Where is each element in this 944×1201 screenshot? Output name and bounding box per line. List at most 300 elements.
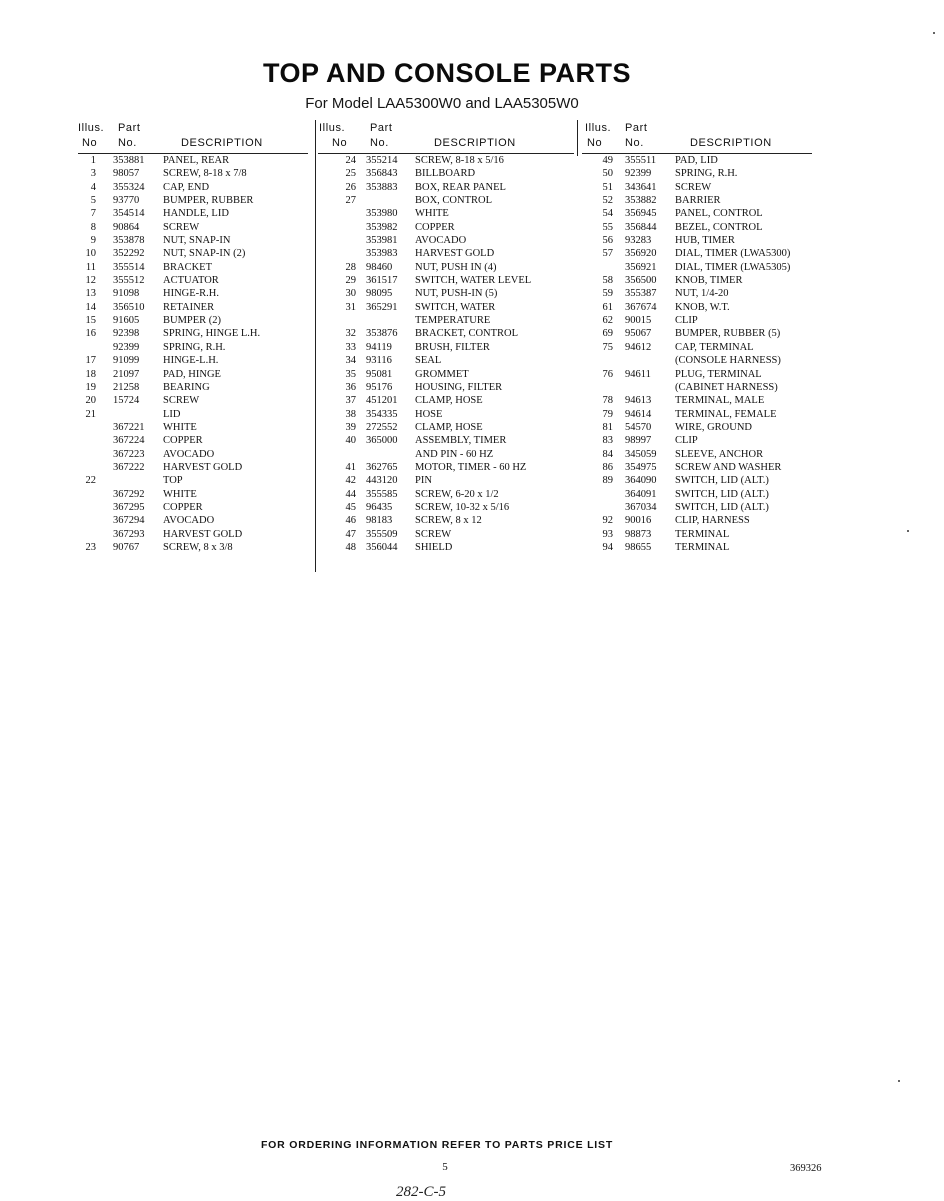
illus-number: 81 <box>602 421 613 433</box>
part-description: BOX, REAR PANEL <box>415 181 506 193</box>
illus-number: 94 <box>602 541 613 553</box>
part-description: TERMINAL <box>675 528 730 540</box>
part-number: 353878 <box>113 235 145 247</box>
illus-number: 20 <box>85 395 96 407</box>
part-description: SWITCH, LID (ALT.) <box>675 488 769 500</box>
part-description: SCREW <box>163 221 200 233</box>
illus-number: 54 <box>602 208 613 220</box>
parts-row <box>318 434 574 447</box>
part-number: 354975 <box>625 461 657 473</box>
illus-number: 93 <box>602 528 613 540</box>
part-number: 92398 <box>113 328 140 340</box>
part-description: SCREW <box>675 181 712 193</box>
parts-row <box>582 301 812 314</box>
parts-row <box>78 461 308 474</box>
part-description: AND PIN - 60 HZ <box>415 448 494 460</box>
parts-row <box>318 394 574 407</box>
part-description: SWITCH, LID (ALT.) <box>675 475 769 487</box>
part-number: 362765 <box>366 461 398 473</box>
part-description: CAP, TERMINAL <box>675 341 754 353</box>
parts-row <box>582 394 812 407</box>
part-number: 90767 <box>113 541 140 553</box>
part-number: 352292 <box>113 248 145 260</box>
part-description: SPRING, R.H. <box>675 168 738 180</box>
header-description: DESCRIPTION <box>434 137 516 149</box>
part-number: 353982 <box>366 221 398 233</box>
illus-number: 35 <box>345 368 356 380</box>
part-number: 92399 <box>625 168 652 180</box>
part-number: 367295 <box>113 501 145 513</box>
column-header <box>582 122 812 154</box>
part-description: CLAMP, HOSE <box>415 421 483 433</box>
part-number: 91605 <box>113 315 140 327</box>
parts-row <box>318 327 574 340</box>
part-description: NUT, SNAP-IN <box>163 235 231 247</box>
part-number: 353883 <box>366 181 398 193</box>
parts-row <box>582 167 812 180</box>
parts-row <box>582 154 812 167</box>
part-description: SCREW, 8-18 x 7/8 <box>163 168 247 180</box>
column-divider <box>315 120 316 572</box>
parts-row <box>318 287 574 300</box>
header-part-bottom: No. <box>118 137 137 149</box>
part-description: BRUSH, FILTER <box>415 341 490 353</box>
part-number: 353980 <box>366 208 398 220</box>
illus-number: 44 <box>345 488 356 500</box>
parts-row <box>582 314 812 327</box>
part-description: AVOCADO <box>163 448 215 460</box>
parts-row <box>78 488 308 501</box>
parts-row <box>78 247 308 260</box>
part-description: BUMPER, RUBBER (5) <box>675 328 781 340</box>
part-description: CLAMP, HOSE <box>415 395 483 407</box>
parts-list <box>78 154 308 554</box>
parts-row <box>318 181 574 194</box>
parts-row <box>582 514 812 527</box>
part-description: PLUG, TERMINAL <box>675 368 762 380</box>
illus-number: 8 <box>90 221 96 233</box>
illus-number: 89 <box>602 475 613 487</box>
header-illus-top: Illus. <box>319 122 346 134</box>
part-description: BEZEL, CONTROL <box>675 221 763 233</box>
illus-number: 11 <box>85 261 96 273</box>
parts-row <box>78 314 308 327</box>
illus-number: 52 <box>602 195 613 207</box>
part-description: BUMPER, RUBBER <box>163 195 254 207</box>
part-number: 365000 <box>366 435 398 447</box>
part-number: 356843 <box>366 168 398 180</box>
illus-number: 62 <box>602 315 613 327</box>
part-description: WHITE <box>163 488 197 500</box>
part-number: 353876 <box>366 328 398 340</box>
part-description: LID <box>163 408 181 420</box>
part-description: PANEL, REAR <box>163 155 230 166</box>
part-number: 354335 <box>366 408 398 420</box>
part-number: 353881 <box>113 155 145 166</box>
part-description: COPPER <box>163 435 203 447</box>
illus-number: 51 <box>602 181 613 193</box>
illus-number: 16 <box>85 328 96 340</box>
header-part-bottom: No. <box>370 137 389 149</box>
page-subtitle: For Model LAA5300W0 and LAA5305W0 <box>305 95 579 112</box>
part-description: BEARING <box>163 381 210 393</box>
illus-number: 45 <box>345 501 356 513</box>
parts-row <box>582 528 812 541</box>
part-description: TEMPERATURE <box>415 315 491 327</box>
parts-row <box>582 474 812 487</box>
part-description: SLEEVE, ANCHOR <box>675 448 764 460</box>
part-number: 94611 <box>625 368 651 380</box>
part-number: 353983 <box>366 248 398 260</box>
illus-number: 24 <box>345 155 356 166</box>
illus-number: 26 <box>345 181 356 193</box>
parts-row <box>318 408 574 421</box>
part-description: SWITCH, WATER <box>415 301 496 313</box>
parts-row <box>582 207 812 220</box>
parts-row <box>78 408 308 421</box>
part-number: 364090 <box>625 475 657 487</box>
part-number: 15724 <box>113 395 140 407</box>
header-description: DESCRIPTION <box>181 137 263 149</box>
illus-number: 49 <box>602 155 613 166</box>
part-number: 93116 <box>366 355 392 367</box>
part-number: 98655 <box>625 541 652 553</box>
part-number: 356920 <box>625 248 657 260</box>
parts-row <box>582 368 812 381</box>
illus-number: 56 <box>602 235 613 247</box>
part-number: 93770 <box>113 195 140 207</box>
part-number: 90864 <box>113 221 140 233</box>
illus-number: 83 <box>602 435 613 447</box>
part-number: 93283 <box>625 235 652 247</box>
part-number: 354514 <box>113 208 145 220</box>
parts-row <box>582 234 812 247</box>
parts-row <box>318 314 574 327</box>
parts-row <box>582 274 812 287</box>
part-number: 95067 <box>625 328 652 340</box>
part-description: KNOB, TIMER <box>675 275 743 287</box>
part-number: 98095 <box>366 288 393 300</box>
part-number: 94119 <box>366 341 392 353</box>
parts-row <box>318 541 574 554</box>
part-number: 353882 <box>625 195 657 207</box>
part-number: 343641 <box>625 181 657 193</box>
illus-number: 92 <box>602 515 613 527</box>
illus-number: 23 <box>85 541 96 553</box>
parts-row <box>582 421 812 434</box>
part-description: AVOCADO <box>415 235 467 247</box>
illus-number: 10 <box>85 248 96 260</box>
illus-number: 38 <box>345 408 356 420</box>
parts-row <box>318 247 574 260</box>
part-number: 345059 <box>625 448 657 460</box>
part-number: 98997 <box>625 435 652 447</box>
part-number: 94612 <box>625 341 652 353</box>
part-number: 451201 <box>366 395 398 407</box>
parts-row <box>78 528 308 541</box>
parts-row <box>318 368 574 381</box>
part-description: BRACKET, CONTROL <box>415 328 519 340</box>
illus-number: 40 <box>345 435 356 447</box>
part-description: SCREW <box>163 395 200 407</box>
part-description: TOP <box>163 475 183 487</box>
part-number: 361517 <box>366 275 398 287</box>
illus-number: 75 <box>602 341 613 353</box>
header-illus-top: Illus. <box>585 122 612 134</box>
part-description: WHITE <box>163 421 197 433</box>
parts-row <box>78 287 308 300</box>
parts-row <box>78 301 308 314</box>
part-number: 356921 <box>625 261 657 273</box>
part-description: SCREW, 8 x 3/8 <box>163 541 233 553</box>
parts-row <box>582 341 812 354</box>
parts-row <box>78 181 308 194</box>
part-number: 355512 <box>113 275 145 287</box>
header-illus-top: Illus. <box>78 122 105 134</box>
part-number: 98873 <box>625 528 652 540</box>
part-number: 367034 <box>625 501 657 513</box>
parts-row <box>318 354 574 367</box>
illus-number: 12 <box>85 275 96 287</box>
parts-row <box>78 381 308 394</box>
parts-row <box>78 327 308 340</box>
part-description: TERMINAL <box>675 541 730 553</box>
header-part-top: Part <box>370 122 393 134</box>
parts-row <box>78 221 308 234</box>
parts-row <box>318 207 574 220</box>
parts-row <box>78 474 308 487</box>
illus-number: 32 <box>345 328 356 340</box>
parts-row <box>582 488 812 501</box>
column-header <box>318 122 574 154</box>
header-part-top: Part <box>625 122 648 134</box>
part-description: NUT, PUSH IN (4) <box>415 261 497 273</box>
part-description: HARVEST GOLD <box>415 248 495 260</box>
illus-number: 13 <box>85 288 96 300</box>
parts-row <box>318 448 574 461</box>
illus-number: 34 <box>345 355 356 367</box>
illus-number: 18 <box>85 368 96 380</box>
parts-row <box>318 501 574 514</box>
parts-row <box>582 408 812 421</box>
part-description: HARVEST GOLD <box>163 461 243 473</box>
scan-speck <box>898 1080 900 1082</box>
part-number: 94613 <box>625 395 652 407</box>
header-part-top: Part <box>118 122 141 134</box>
parts-row <box>582 448 812 461</box>
parts-row <box>318 167 574 180</box>
parts-row <box>318 488 574 501</box>
part-description: BRACKET <box>163 261 213 273</box>
parts-row <box>582 181 812 194</box>
part-number: 355324 <box>113 181 145 193</box>
part-description: WIRE, GROUND <box>675 421 752 433</box>
part-number: 272552 <box>366 421 398 433</box>
illus-number: 27 <box>345 195 356 207</box>
parts-row <box>78 194 308 207</box>
part-description: NUT, PUSH-IN (5) <box>415 288 498 300</box>
illus-number: 57 <box>602 248 613 260</box>
illus-number: 15 <box>85 315 96 327</box>
part-description: HANDLE, LID <box>163 208 229 220</box>
part-number: 355509 <box>366 528 398 540</box>
part-number: 91098 <box>113 288 140 300</box>
part-number: 95176 <box>366 381 393 393</box>
parts-row <box>582 461 812 474</box>
parts-row <box>318 261 574 274</box>
part-description: SHIELD <box>415 541 453 553</box>
part-description: KNOB, W.T. <box>675 301 730 313</box>
document-number: 369326 <box>790 1163 822 1174</box>
parts-row <box>78 234 308 247</box>
parts-row <box>582 261 812 274</box>
part-description: HOUSING, FILTER <box>415 381 503 393</box>
parts-row <box>78 207 308 220</box>
parts-row <box>78 541 308 554</box>
part-description: GROMMET <box>415 368 469 380</box>
handwritten-note: 282-C-5 <box>396 1184 446 1200</box>
part-description: PIN <box>415 475 432 487</box>
illus-number: 55 <box>602 221 613 233</box>
illus-number: 41 <box>345 461 356 473</box>
part-number: 367292 <box>113 488 145 500</box>
parts-row <box>78 394 308 407</box>
part-description: SCREW, 6-20 x 1/2 <box>415 488 499 500</box>
illus-number: 19 <box>85 381 96 393</box>
part-description: SCREW, 8-18 x 5/16 <box>415 155 504 166</box>
part-description: NUT, SNAP-IN (2) <box>163 248 246 260</box>
illus-number: 48 <box>345 541 356 553</box>
part-number: 365291 <box>366 301 398 313</box>
parts-row <box>582 247 812 260</box>
scan-speck <box>907 530 909 532</box>
part-number: 95081 <box>366 368 393 380</box>
parts-row <box>318 274 574 287</box>
part-number: 367222 <box>113 461 145 473</box>
header-description: DESCRIPTION <box>690 137 772 149</box>
part-description: CAP, END <box>163 181 210 193</box>
parts-row <box>318 301 574 314</box>
scan-speck <box>933 32 935 34</box>
part-description: TERMINAL, MALE <box>675 395 765 407</box>
illus-number: 7 <box>90 208 96 220</box>
part-description: PAD, LID <box>675 155 718 166</box>
part-description: ACTUATOR <box>163 275 219 287</box>
parts-row <box>318 341 574 354</box>
illus-number: 58 <box>602 275 613 287</box>
part-number: 353981 <box>366 235 398 247</box>
part-description: CLIP <box>675 435 698 447</box>
part-description: SCREW <box>415 528 452 540</box>
page-number: 5 <box>442 1161 448 1173</box>
parts-column-3 <box>582 122 812 554</box>
parts-column-1 <box>78 122 308 554</box>
parts-row <box>582 541 812 554</box>
part-number: 92399 <box>113 341 140 353</box>
parts-row <box>582 194 812 207</box>
ordering-note: FOR ORDERING INFORMATION REFER TO PARTS PRICE LIST <box>260 1139 614 1151</box>
parts-row <box>318 221 574 234</box>
parts-row <box>78 421 308 434</box>
part-number: 355585 <box>366 488 398 500</box>
header-illus-bottom: No <box>332 137 348 149</box>
part-number: 90016 <box>625 515 652 527</box>
part-number: 367221 <box>113 421 145 433</box>
illus-number: 39 <box>345 421 356 433</box>
illus-number: 28 <box>345 261 356 273</box>
parts-row <box>318 461 574 474</box>
parts-column-2 <box>318 122 574 554</box>
illus-number: 5 <box>90 195 96 207</box>
part-description: BARRIER <box>675 195 721 207</box>
part-description: BILLBOARD <box>415 168 476 180</box>
page-title: TOP AND CONSOLE PARTS <box>262 58 632 88</box>
part-description: SPRING, HINGE L.H. <box>163 328 261 340</box>
parts-row <box>78 167 308 180</box>
illus-number: 86 <box>602 461 613 473</box>
part-description: (CABINET HARNESS) <box>675 381 778 393</box>
parts-row <box>318 381 574 394</box>
part-description: NUT, 1/4-20 <box>675 288 729 300</box>
parts-row <box>78 154 308 167</box>
part-description: ASSEMBLY, TIMER <box>415 435 507 447</box>
illus-number: 1 <box>90 155 96 166</box>
part-description: MOTOR, TIMER - 60 HZ <box>415 461 527 473</box>
illus-number: 21 <box>85 408 96 420</box>
parts-row <box>78 274 308 287</box>
parts-list <box>318 154 574 554</box>
part-number: 367224 <box>113 435 145 447</box>
illus-number: 36 <box>345 381 356 393</box>
part-number: 21097 <box>113 368 140 380</box>
parts-row <box>582 327 812 340</box>
illus-number: 4 <box>90 181 96 193</box>
illus-number: 69 <box>602 328 613 340</box>
parts-row <box>78 448 308 461</box>
parts-row <box>78 514 308 527</box>
parts-row <box>582 287 812 300</box>
part-number: 54570 <box>625 421 652 433</box>
parts-row <box>582 501 812 514</box>
parts-row <box>318 194 574 207</box>
parts-row <box>318 528 574 541</box>
part-number: 443120 <box>366 475 398 487</box>
part-description: SCREW, 8 x 12 <box>415 515 482 527</box>
illus-number: 31 <box>345 301 356 313</box>
parts-row <box>318 421 574 434</box>
part-description: TERMINAL, FEMALE <box>675 408 777 420</box>
illus-number: 9 <box>90 235 96 247</box>
illus-number: 76 <box>602 368 613 380</box>
part-description: SWITCH, LID (ALT.) <box>675 501 769 513</box>
parts-row <box>582 381 812 394</box>
illus-number: 61 <box>602 301 613 313</box>
part-description: CLIP <box>675 315 698 327</box>
illus-number: 59 <box>602 288 613 300</box>
part-number: 356844 <box>625 221 657 233</box>
part-number: 367223 <box>113 448 145 460</box>
part-description: HARVEST GOLD <box>163 528 243 540</box>
part-number: 98460 <box>366 261 393 273</box>
part-number: 356044 <box>366 541 398 553</box>
illus-number: 47 <box>345 528 356 540</box>
part-number: 96435 <box>366 501 393 513</box>
part-number: 98057 <box>113 168 140 180</box>
part-description: COPPER <box>163 501 203 513</box>
part-number: 21258 <box>113 381 140 393</box>
part-number: 355514 <box>113 261 145 273</box>
part-description: (CONSOLE HARNESS) <box>675 355 781 367</box>
